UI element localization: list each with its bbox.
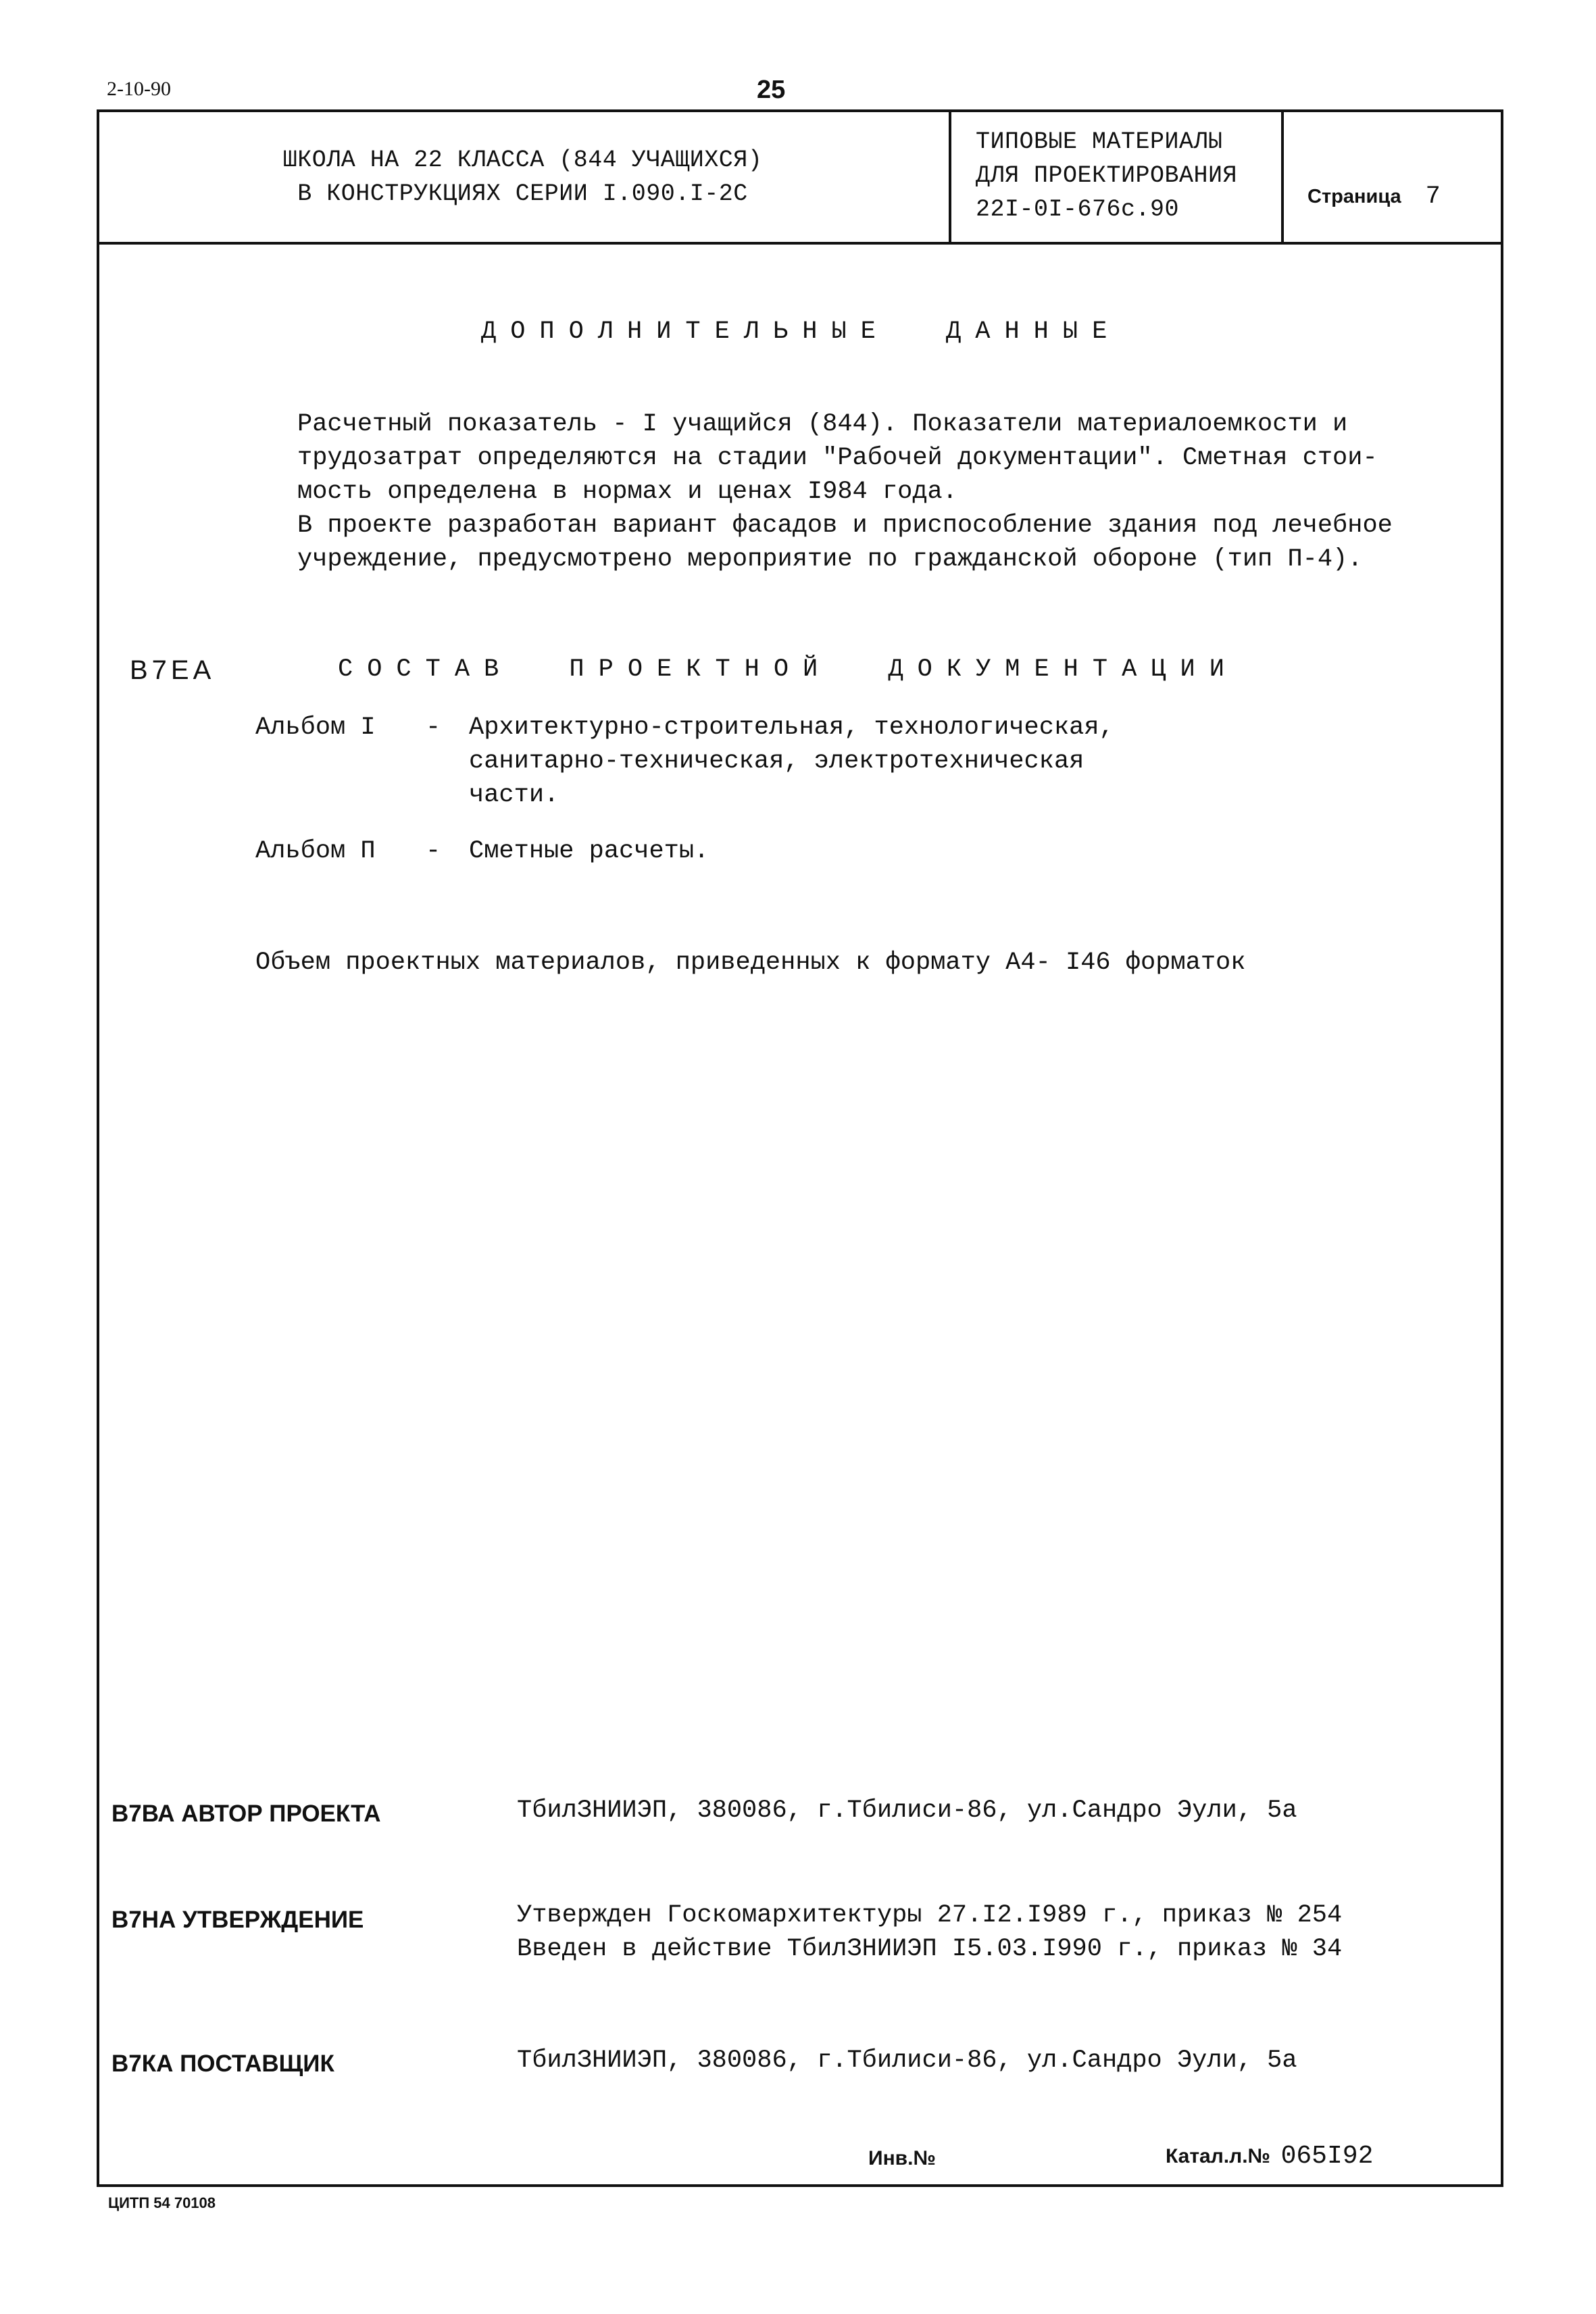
album-1-line-3: части. [469, 781, 559, 809]
project-title-line1: ШКОЛА НА 22 КЛАССА (844 УЧАЩИХСЯ) [282, 147, 763, 174]
printer-code: ЦИТП 54 70108 [108, 2194, 216, 2211]
header-col-divider-1 [949, 109, 951, 243]
additional-data-text [297, 407, 1473, 576]
album-2-description: Сметные расчеты. [469, 837, 709, 865]
header-col-divider-2 [1281, 109, 1284, 243]
album-2-dash: - [426, 837, 441, 865]
inventory-label: Инв.№ [868, 2147, 936, 2169]
supplier-text: ТбилЗНИИЭП, 380086, г.Тбилиси-86, ул.Сандро Эули, 5а [517, 2046, 1297, 2075]
header-divider [97, 242, 1503, 245]
catalog-label: Катал.л.№ [1166, 2145, 1270, 2167]
album-1-description [469, 711, 1114, 812]
supplier-label: В7КА ПОСТАВЩИК [111, 2051, 334, 2077]
page-label: Страница [1307, 186, 1401, 207]
approval-line-2: Введен в действие ТбилЗНИИЭП I5.03.I990 г., приказ № 34 [517, 1935, 1343, 1963]
sheet-number: 25 [757, 76, 786, 104]
series-line3: 22I-0I-676с.90 [976, 196, 1180, 223]
approval-line-1: Утвержден Госкомархитектуры 27.I2.I989 г., приказ № 254 [517, 1901, 1343, 1930]
approval-label: В7НА УТВЕРЖДЕНИЕ [111, 1907, 364, 1933]
approval-text [517, 1898, 1342, 1966]
album-1-name: Альбом I [255, 713, 376, 742]
catalog-number [1166, 2142, 1373, 2171]
additional-line-5: учреждение, предусмотрено мероприятие по гражданской обороне (тип П-4). [297, 545, 1363, 574]
author-label: В7ВА АВТОР ПРОЕКТА [111, 1801, 381, 1827]
page-value: 7 [1425, 182, 1441, 211]
album-1-dash: - [426, 713, 441, 742]
volume-statement: Объем проектных материалов, приведенных к формату А4- I46 форматок [255, 949, 1246, 977]
project-title [97, 143, 949, 211]
project-title-line2: В КОНСТРУКЦИЯХ СЕРИИ I.090.I-2C [297, 180, 748, 207]
composition-heading: СОСТАВ ПРОЕКТНОЙ ДОКУМЕНТАЦИИ [338, 655, 1239, 684]
additional-data-heading: ДОПОЛНИТЕЛЬНЫЕ ДАННЫЕ [481, 318, 1122, 346]
additional-line-1: Расчетный показатель - I учащийся (844). Показатели материалоемкости и [297, 410, 1348, 438]
composition-code: В7ЕА [130, 655, 216, 685]
additional-line-4: В проекте разработан вариант фасадов и приспособление здания под лечебное [297, 511, 1393, 540]
additional-line-2: трудозатрат определяются на стадии "Рабочей документации". Сметная стои- [297, 444, 1378, 472]
page-indicator [1307, 182, 1441, 211]
additional-line-3: мость определена в нормах и ценах I984 года. [297, 478, 957, 506]
album-1-line-2: санитарно-техническая, электротехническая [469, 747, 1084, 776]
series-line1: ТИПОВЫЕ МАТЕРИАЛЫ [976, 128, 1223, 155]
album-2-name: Альбом П [255, 837, 376, 865]
date-code: 2-10-90 [107, 78, 171, 100]
series-line2: ДЛЯ ПРОЕКТИРОВАНИЯ [976, 162, 1238, 189]
series-designation [976, 125, 1273, 226]
author-text: ТбилЗНИИЭП, 380086, г.Тбилиси-86, ул.Сандро Эули, 5а [517, 1796, 1297, 1825]
catalog-value: 065I92 [1280, 2142, 1374, 2171]
album-1-line-1: Архитектурно-строительная, технологическая, [469, 713, 1114, 742]
